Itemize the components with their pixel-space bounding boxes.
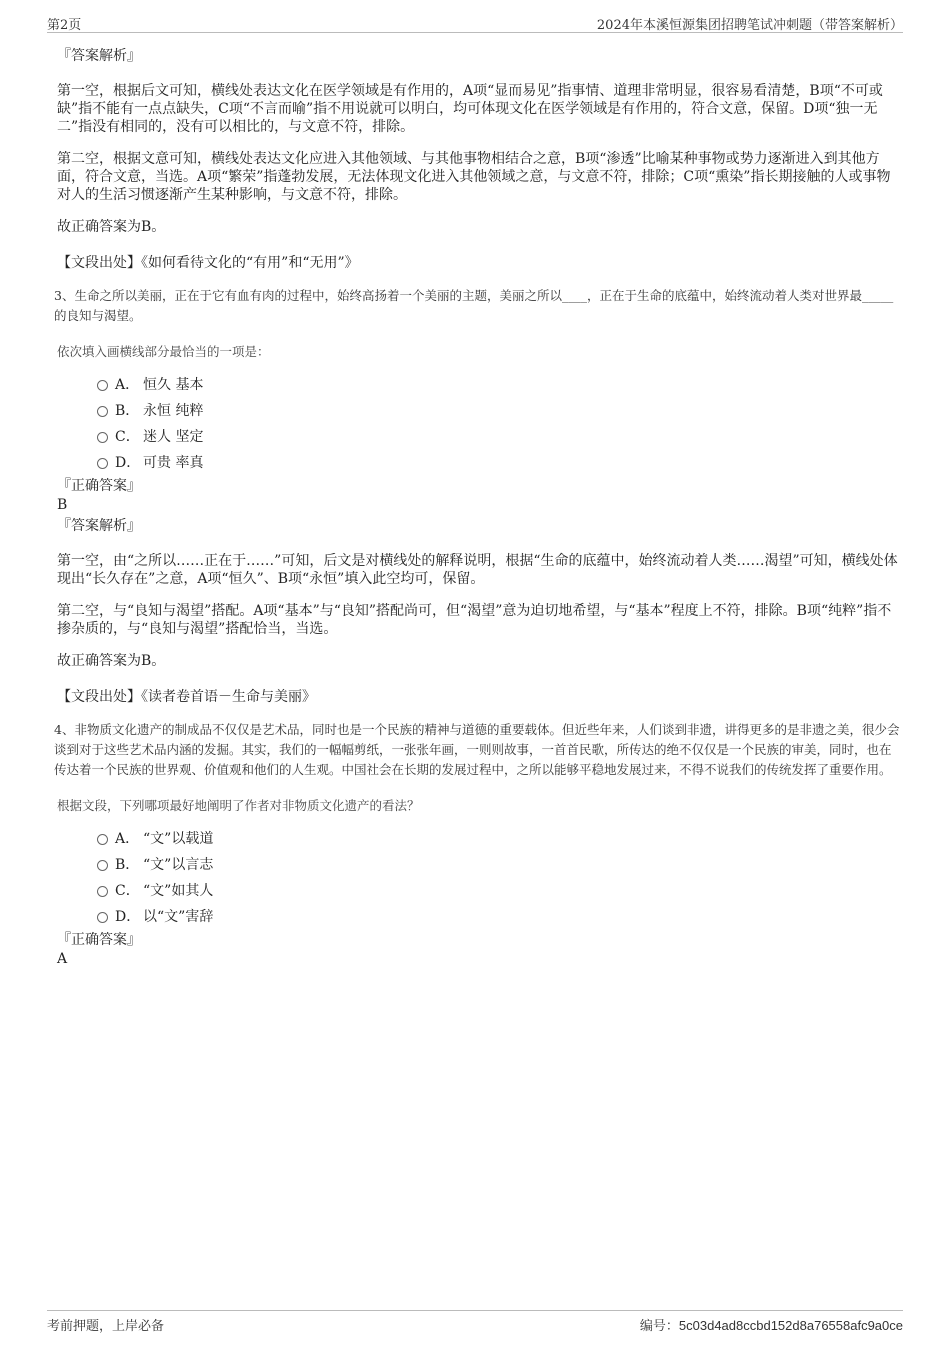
page-number: 第2页	[47, 18, 82, 33]
q2-source: 【文段出处】《如何看待文化的“有用”和“无用”》	[57, 255, 359, 271]
q4-option-b[interactable]: B． “文”以言志	[57, 854, 902, 880]
q4-option-a[interactable]: A． “文”以载道	[57, 828, 902, 854]
q3-option-d[interactable]: D． 可贵 率真	[57, 452, 902, 478]
q4-option-c[interactable]: C． “文”如其人	[57, 880, 902, 906]
footer-code: 编号：5c03d4ad8ccbd152d8a76558afc9a0ce	[639, 1318, 903, 1334]
q4-stem: 4、非物质文化遗产的制成品不仅仅是艺术品，同时也是一个民族的精神与道德的重要载体。但近些年来，人们谈到非遗，讲得更多的是非遗之美，很少会谈到对于这些艺术品内涵的发掘。其实，我们的一幅幅剪纸，一张张年画，一则则故事，一首首民歌，所传达的绝不仅仅是一个民族的审美，同时，也在传达着一个民族的世界观、价值观和他们的人生观。中国社会在长期的发展过程中，之所以能够平稳地发展过来，不得不说我们的传统发挥了重要作用。	[54, 722, 900, 777]
q3-ask: 依次填入画横线部分最恰当的一项是：	[57, 344, 270, 359]
q2-analysis-heading: 『答案解析』	[57, 48, 141, 64]
radio-icon[interactable]	[97, 380, 108, 391]
q3-analysis-p2: 第二空，与“良知与渴望”搭配。A项“基本”与“良知”搭配尚可，但“渴望”意为迫切地希望，与“基本”程度上不符，排除。B项“纯粹”指不掺杂质的，与“良知与渴望”搭配恰当，当选。	[57, 603, 892, 637]
q4-answer: A	[57, 951, 68, 967]
radio-icon[interactable]	[97, 458, 108, 469]
q4-ask: 根据文段，下列哪项最好地阐明了作者对非物质文化遗产的看法？	[57, 798, 420, 813]
q3-conclusion: 故正确答案为B。	[57, 653, 166, 669]
page-footer	[47, 1310, 903, 1333]
q3-stem: 3、生命之所以美丽，正在于它有血有肉的过程中，始终高扬着一个美丽的主题，美丽之所以____，正在于生命的底蕴中，始终流动着人类对世界最_____的良知与渴望。	[54, 288, 894, 323]
q4-answer-heading: 『正确答案』	[57, 932, 141, 948]
q3-option-c[interactable]: C． 迷人 坚定	[57, 426, 902, 452]
document-title: 2024年本溪恒源集团招聘笔试冲刺题（带答案解析）	[596, 18, 903, 33]
q4-option-d[interactable]: D． 以“文”害辞	[57, 906, 902, 932]
footer-slogan: 考前押题，上岸必备	[47, 1319, 165, 1334]
q3-answer: B	[57, 497, 68, 513]
q2-conclusion: 故正确答案为B。	[57, 219, 166, 235]
q3-option-b[interactable]: B． 永恒 纯粹	[57, 400, 902, 426]
q3-answer-heading: 『正确答案』	[57, 478, 141, 494]
radio-icon[interactable]	[97, 834, 108, 845]
q4-options	[57, 828, 902, 932]
q3-analysis-p1: 第一空，由“之所以……正在于……”可知，后文是对横线处的解释说明，根据“生命的底蕴中，始终流动着人类……渴望”可知，横线处体现出“长久存在”之意，A项“恒久”、B项“永恒”填入此空均可，保留。	[57, 553, 898, 587]
radio-icon[interactable]	[97, 406, 108, 417]
radio-icon[interactable]	[97, 432, 108, 443]
main-content	[54, 44, 902, 968]
page-header	[47, 12, 903, 33]
q2-analysis-p2: 第二空，根据文意可知，横线处表达文化应进入其他领域、与其他事物相结合之意，B项“渗透”比喻某种事物或势力逐渐进入到其他方面，符合文意，当选。A项“繁荣”指蓬勃发展，无法体现文化进入其他领域之意，与文意不符，排除；C项“熏染”指长期接触的人或事物对人的生活习惯逐渐产生某种影响，与文意不符，排除。	[57, 151, 891, 203]
q3-source: 【文段出处】《读者卷首语－生命与美丽》	[57, 689, 316, 705]
q3-analysis-heading: 『答案解析』	[57, 518, 141, 534]
q2-analysis-p1: 第一空，根据后文可知，横线处表达文化在医学领域是有作用的，A项“显而易见”指事情、道理非常明显，很容易看清楚，B项“不可或缺”指不能有一点点缺失，C项“不言而喻”指不用说就可以明白，均可体现文化在医学领域是有作用的，符合文意，保留。D项“独一无二”指没有相同的，没有可以相比的，与文意不符，排除。	[57, 83, 883, 135]
radio-icon[interactable]	[97, 886, 108, 897]
q3-option-a[interactable]: A． 恒久 基本	[57, 374, 902, 400]
radio-icon[interactable]	[97, 860, 108, 871]
radio-icon[interactable]	[97, 912, 108, 923]
q3-options	[57, 374, 902, 478]
